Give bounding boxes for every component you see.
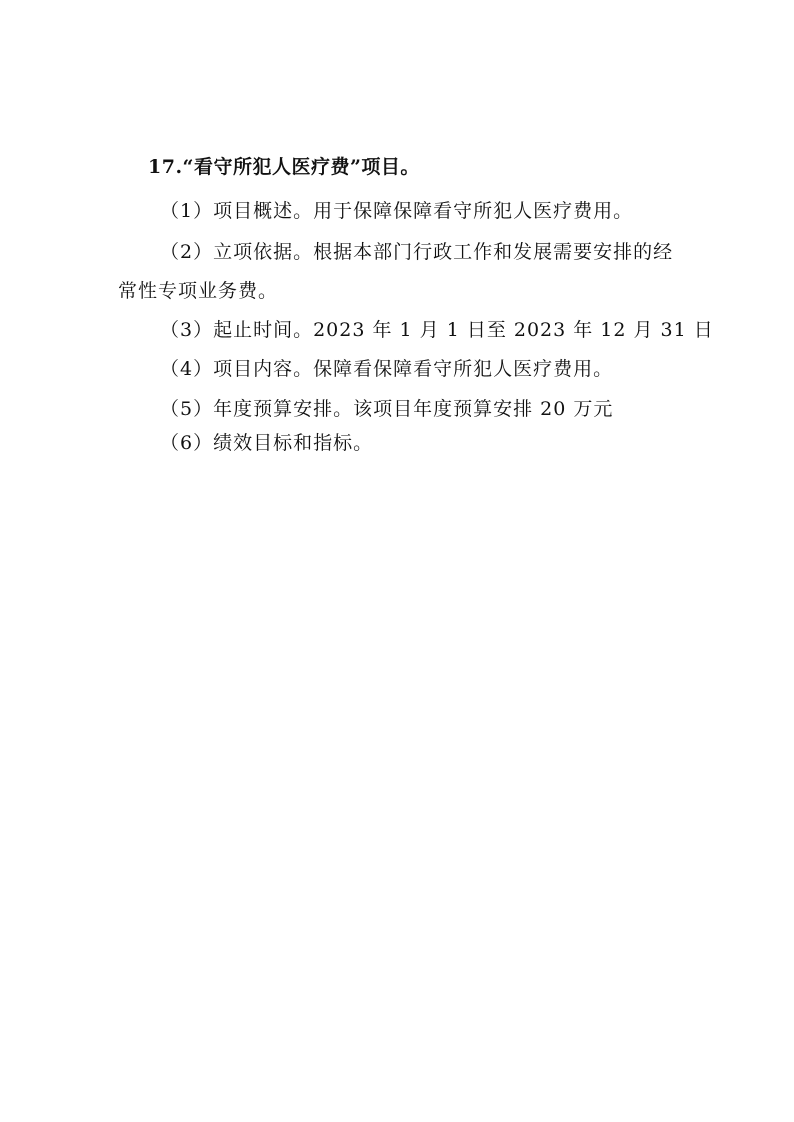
paragraph-basis-continued: 常性专项业务费。 <box>118 280 279 302</box>
paragraph-performance-goals: （6）绩效目标和指标。 <box>160 432 374 454</box>
paragraph-budget: （5）年度预算安排。该项目年度预算安排 20 万元 <box>160 398 614 420</box>
paragraph-period: （3）起止时间。2023 年 1 月 1 日至 2023 年 12 月 31 日 <box>160 319 714 341</box>
paragraph-basis: （2）立项依据。根据本部门行政工作和发展需要安排的经 <box>160 241 674 263</box>
paragraph-project-overview: （1）项目概述。用于保障保障看守所犯人医疗费用。 <box>160 200 634 222</box>
section-heading: 17.“看守所犯人医疗费”项目。 <box>148 156 420 178</box>
paragraph-content: （4）项目内容。保障看保障看守所犯人医疗费用。 <box>160 358 614 380</box>
